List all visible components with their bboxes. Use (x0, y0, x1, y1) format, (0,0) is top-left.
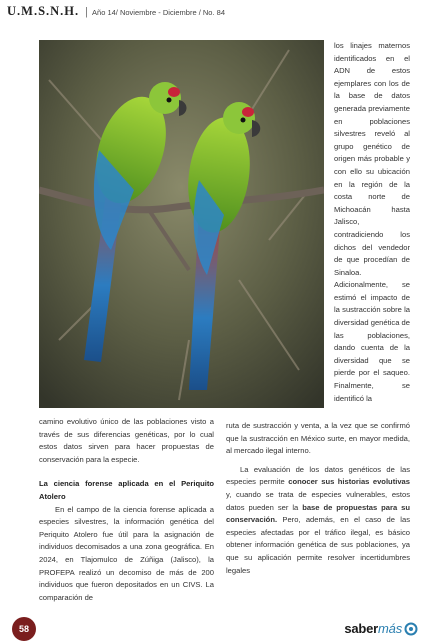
issue-info: Año 14/ Noviembre - Diciembre / No. 84 (92, 8, 225, 17)
sabermas-logo (344, 621, 418, 636)
logo-mark-icon (404, 622, 418, 636)
text-run: La evaluación de los datos genéticos de las especies permite (226, 464, 410, 487)
right-narrow-column (334, 40, 410, 405)
body-paragraph: ruta de sustracción y venta, a la vez que se confirmó que la sustracción en México surte, en mayor medida, al mercado ilegal interno. (226, 421, 410, 456)
left-column (39, 416, 214, 604)
body-paragraph: los linajes maternos identificados en el ADN de estos ejemplares con los de la base de datos generada previamente en poblaciones silvestres reveló al grupo genético de origen más probable y con ello su ubicación en la región de la costa norte de Michoacán hasta Jalisco, contradiciendo los dichos del vendedor de que procedían de Sinaloa. Adicionalmente, se estimó el impacto de la sustracción sobre la diversidad genética de las poblaciones, dando cuenta de la diversidad que se pierde por el saqueo. Finalmente, se identificó la (334, 41, 410, 403)
parrots-illustration (39, 40, 324, 408)
parrots-photo (39, 40, 324, 408)
header-divider: | (85, 6, 89, 18)
right-column (226, 420, 410, 577)
bold-text-run: base de propuestas para su conservación. (226, 502, 410, 525)
magazine-brand: U.M.S.N.H. (7, 4, 80, 18)
body-paragraph (226, 464, 410, 577)
body-paragraph: camino evolutivo único de las poblaciones visto a través de sus diferencias genéticas, por lo cual estos datos sirven para hacer propuestas de conservación para la especie. (39, 417, 214, 464)
text-run: y, cuando se trata de especies vulnerables, estos datos pueden ser la (226, 489, 410, 512)
text-run: Pero, además, en el caso de las especies afectadas por el tráfico ilegal, es básico obtener información genética de sus poblaciones, ya que su aplicación permite resolver incertidumbres legales (226, 515, 410, 575)
logo-text-mas: más (378, 621, 402, 636)
section-heading: La ciencia forense aplicada en el Periquito Atolero (39, 479, 214, 501)
page-header (7, 4, 225, 22)
body-paragraph: En el campo de la ciencia forense aplicada a especies silvestres, la información genética del Periquito Atolero fue útil para la asignación de individuos decomisados a una zona geográfica. En 2024, en Tlajomulco de Zúñiga (Jalisco), la PROFEPA realizó un decomiso de más de 200 individuos que fueron depositados en un CIVS. La comparación de (39, 504, 214, 602)
logo-text-saber: saber (344, 621, 379, 636)
bold-text-run: conocer sus historias evolutivas (288, 477, 411, 487)
page-number-badge: 58 (12, 617, 36, 641)
